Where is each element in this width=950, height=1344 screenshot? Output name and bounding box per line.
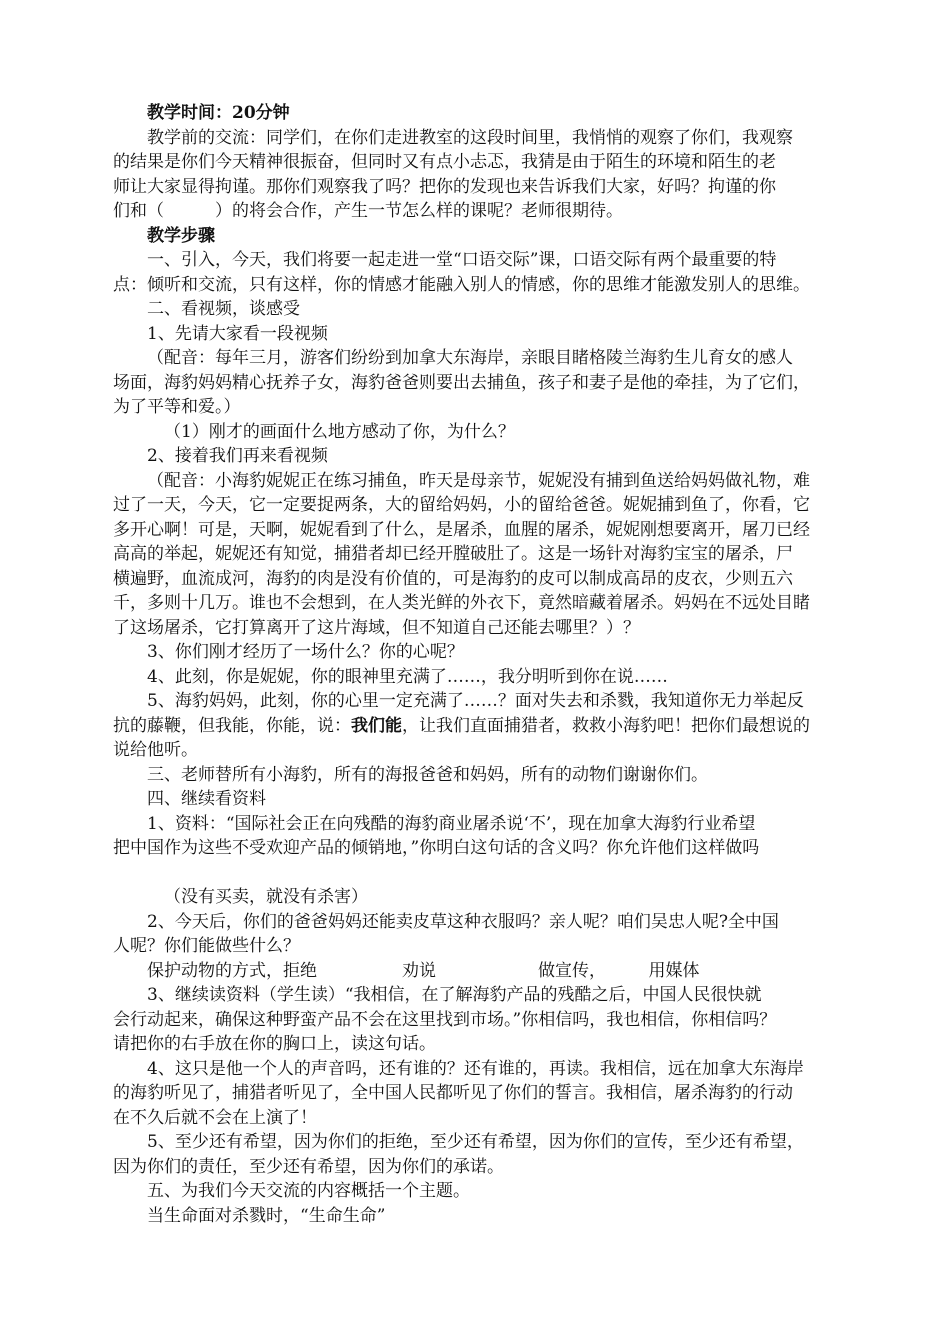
paragraph-line: 4、这只是他一个人的声音吗，还有谁的？还有谁的，再读。我相信，远在加拿大东海岸 (147, 1058, 804, 1079)
step-4-5 (113, 1130, 863, 1179)
protection-methods: 保护动物的方式，拒绝 劝说 做宣传， 用媒体 (147, 960, 700, 981)
pre-class-exchange (113, 126, 863, 224)
section-4-heading: 四、继续看资料 (147, 789, 266, 809)
paragraph-line: （配音：小海豹妮妮正在练习捕鱼，昨天是母亲节，妮妮没有捕到鱼送给妈妈做礼物，难 (147, 470, 810, 491)
paragraph-line: 点：倾听和交流，只有这样，你的情感才能融入别人的情感，你的思维才能激发别人的思维。 (113, 274, 810, 295)
paragraph-line: （配音：每年三月，游客们纷纷到加拿大东海岸，亲眼目睹格陵兰海豹生儿育女的感人 (147, 348, 793, 368)
paragraph-line: 的结果是你们今天精神很振奋，但同时又有点小忐忑，我猜是由于陌生的环境和陌生的老 (113, 152, 776, 172)
paragraph-line: 5、至少还有希望，因为你们的拒绝，至少还有希望，因为你们的宣传，至少还有希望， (147, 1132, 804, 1152)
paragraph-line: 因为你们的责任，至少还有希望，因为你们的承诺。 (113, 1156, 504, 1177)
paragraph-line: 一、引入，今天，我们将要一起走进一堂“口语交际”课，口语交际有两个最重要的特 (147, 250, 777, 270)
question-1: （1）刚才的画面什么地方感动了你，为什么？ (164, 421, 515, 442)
paragraph-line: 3、继续读资料（学生读）“我相信，在了解海豹产品的残酷之后，中国人民很快就 (147, 985, 762, 1005)
blank-line (113, 861, 863, 886)
step-2-3: 3、你们刚才经历了一场什么？你的心呢？ (147, 642, 464, 662)
paragraph-line: 高高的举起，妮妮还有知觉，捕猎者却已经开膛破肚了。这是一场针对海豹宝宝的屠杀，尸 (113, 544, 793, 564)
step-2-1: 1、先请大家看一段视频 (147, 323, 328, 344)
dubbing-2 (113, 469, 863, 641)
step-4-3 (113, 983, 863, 1057)
text-run: ，让我们直面捕猎者，救救小海豹吧！把你们最想说的 (402, 715, 810, 736)
paragraph-line: 人呢？你们能做些什么？ (113, 936, 300, 956)
step-4-4 (113, 1057, 863, 1131)
paragraph-line: 多开心啊！可是，天啊，妮妮看到了什么，是屠杀，血腥的屠杀，妮妮刚想要离开，屠刀已经 (113, 519, 810, 540)
paragraph-line: 场面，海豹妈妈精心抚养子女，海豹爸爸则要出去捕鱼，孩子和妻子是他的牵挂，为了它们， (113, 372, 810, 393)
intro-section (113, 248, 863, 297)
teaching-time-heading: 教学时间：20分钟 (147, 103, 290, 123)
paragraph-line: 教学前的交流：同学们，在你们走进教室的这段时间里，我悄悄的观察了你们，我观察 (147, 127, 793, 148)
dubbing-1 (113, 346, 863, 420)
section-3-heading: 三、老师替所有小海豹，所有的海报爸爸和妈妈，所有的动物们谢谢你们。 (147, 764, 708, 785)
paragraph-line (113, 714, 863, 739)
paragraph-line: 横遍野，血流成河，海豹的肉是没有价值的，可是海豹的皮可以制成高昂的皮衣，少则五六 (113, 568, 793, 589)
paragraph-line: 说给他听。 (113, 740, 198, 760)
section-5-heading: 五、为我们今天交流的内容概括一个主题。 (147, 1181, 470, 1201)
closing-line: 当生命面对杀戮时，“生命生命” (147, 1205, 386, 1226)
paragraph-line: 请把你的右手放在你的胸口上，读这句话。 (113, 1034, 436, 1054)
paragraph-line: 了这场屠杀，它打算离开了这片海域，但不知道自己还能去哪里？）？ (113, 617, 640, 638)
paragraph-line: 师让大家显得拘谨。那你们观察我了吗？把你的发现也来告诉我们大家，好吗？拘谨的你 (113, 176, 776, 197)
paragraph-line: 1、资料：“国际社会正在向残酷的海豹商业屠杀说‘不’，现在加拿大海豹行业希望 (147, 813, 756, 834)
teaching-steps-heading: 教学步骤 (147, 225, 215, 246)
paragraph-line: 们和（ ）的将会合作，产生一节怎么样的课呢？老师很期待。 (113, 201, 623, 221)
emphasis-text: 我们能 (351, 715, 402, 736)
paragraph-line: 把中国作为这些不受欢迎产品的倾销地，”你明白这句话的含义吗？你允许他们这样做吗 (113, 838, 760, 858)
step-2-2: 2、接着我们再来看视频 (147, 446, 328, 466)
paragraph-line: 2、今天后，你们的爸爸妈妈还能卖皮草这种衣服吗？亲人呢？咱们吴忠人呢?全中国 (147, 911, 779, 932)
paragraph-line: 过了一天，今天，它一定要捉两条，大的留给妈妈，小的留给爸爸。妮妮捕到鱼了，你看，它 (113, 495, 810, 515)
step-2-5 (113, 689, 863, 763)
paragraph-line: 5、海豹妈妈，此刻，你的心里一定充满了……？面对失去和杀戮，我知道你无力举起反 (147, 691, 804, 711)
step-4-2 (113, 910, 863, 959)
text-run: 抗的藤鞭，但我能，你能，说： (113, 715, 351, 736)
section-2-heading: 二、看视频，谈感受 (147, 299, 300, 319)
paragraph-line: 在不久后就不会在上演了！ (113, 1107, 317, 1128)
step-4-1 (113, 812, 863, 861)
step-2-4: 4、此刻，你是妮妮，你的眼神里充满了……，我分明听到你在说…… (147, 666, 668, 687)
paragraph-line: 会行动起来，确保这种野蛮产品不会在这里找到市场。”你相信吗，我也相信，你相信吗？ (113, 1009, 777, 1030)
paragraph-line: 的海豹听见了，捕猎者听见了，全中国人民都听见了你们的誓言。我相信，屠杀海豹的行动 (113, 1083, 793, 1103)
step-4-1-note: （没有买卖，就没有杀害） (164, 887, 368, 907)
paragraph-line: 为了平等和爱。） (113, 397, 241, 417)
paragraph-line: 千，多则十几万。谁也不会想到，在人类光鲜的外衣下，竟然暗藏着屠杀。妈妈在不远处目睹 (113, 593, 810, 613)
document-body (113, 101, 863, 1228)
